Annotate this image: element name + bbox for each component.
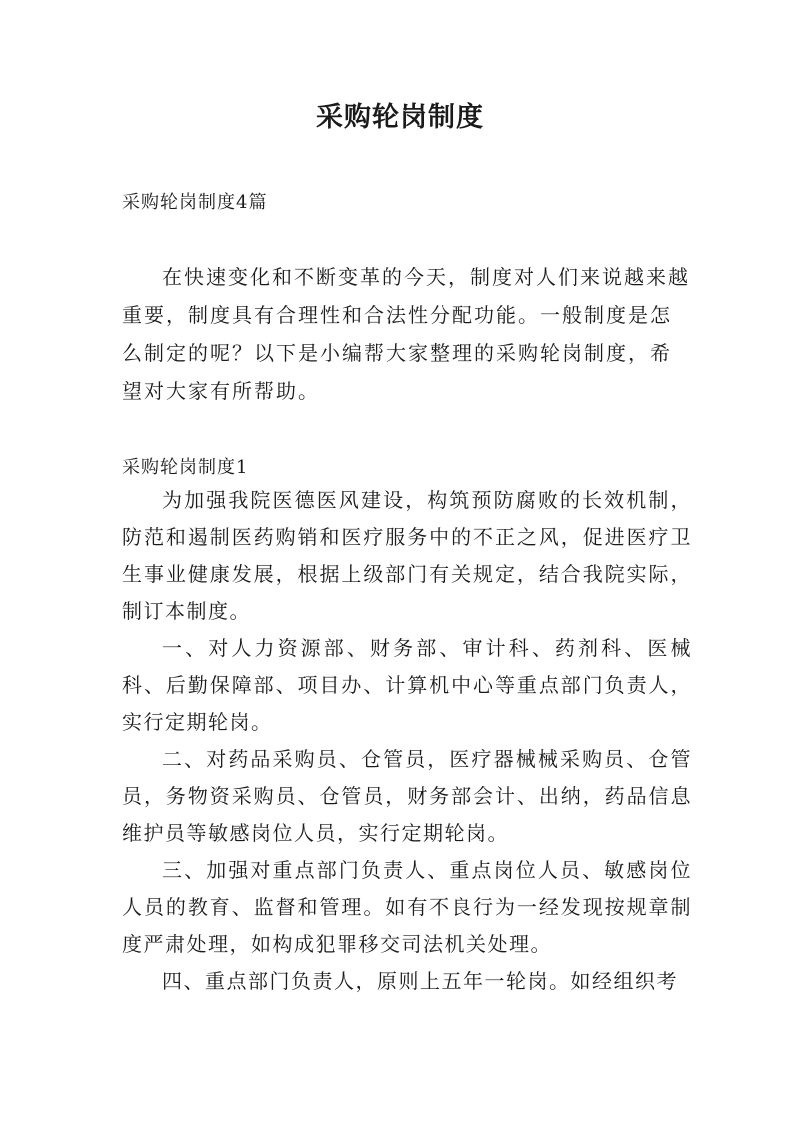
body-paragraph: 一、对人力资源部、财务部、审计科、药剂科、医械科、后勤保障部、项目办、计算机中心等重点部门负责人，实行定期轮岗。 xyxy=(122,636,692,734)
body-paragraph: 四、重点部门负责人，原则上五年一轮岗。如经组织考 xyxy=(162,969,678,993)
body-paragraph: 二、对药品采购员、仓管员，医疗器械械采购员、仓管员，务物资采购员、仓管员，财务部会计、出纳，药品信息维护员等敏感岗位人员，实行定期轮岗。 xyxy=(122,747,692,845)
section-body xyxy=(122,482,692,1000)
body-paragraph: 三、加强对重点部门负责人、重点岗位人员、敏感岗位人员的教育、监督和管理。如有不良行为一经发现按规章制度严肃处理，如构成犯罪移交司法机关处理。 xyxy=(122,858,692,956)
document-title: 采购轮岗制度 xyxy=(316,102,484,133)
section-heading: 采购轮岗制度1 xyxy=(122,457,249,478)
document-subtitle: 采购轮岗制度4篇 xyxy=(122,192,268,213)
body-paragraph: 为加强我院医德医风建设，构筑预防腐败的长效机制，防范和遏制医药购销和医疗服务中的不正之风，促进医疗卫生事业健康发展，根据上级部门有关规定，结合我院实际，制订本制度。 xyxy=(122,488,692,623)
intro-paragraph: 在快速变化和不断变革的今天，制度对人们来说越来越重要，制度具有合理性和合法性分配功能。一般制度是怎么制定的呢？以下是小编帮大家整理的采购轮岗制度，希望对大家有所帮助。 xyxy=(122,265,690,403)
